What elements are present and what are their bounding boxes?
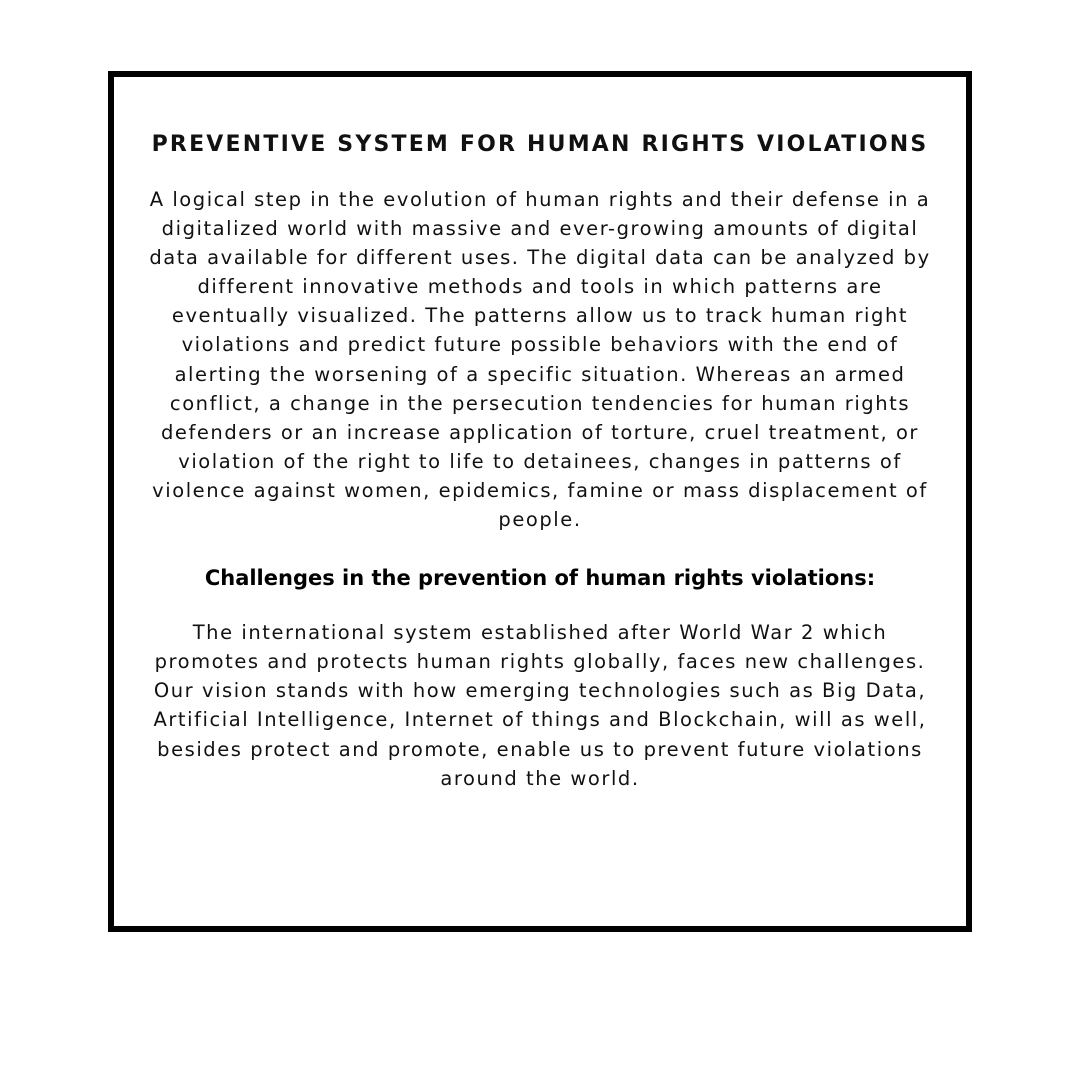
challenges-heading: Challenges in the prevention of human rights violations:: [204, 566, 876, 591]
intro-paragraph: A logical step in the evolution of human rights and their defense in a digitalized world with massive and ever-growing amounts of digital data available for different uses. The digital data can be analyzed by different innovative methods and tools in which patterns are eventually visualized. The patterns allow us to track human right violations and predict future possible behaviors with the end of alerting the worsening of a specific situation. Whereas an armed conflict, a change in the persecution tendencies for human rights defenders or an increase application of torture, cruel treatment, or violation of the right to life to detainees, changes in patterns of violence against women, epidemics, famine or mass displacement of people.: [149, 188, 931, 532]
document-content: [140, 125, 940, 793]
document-frame: [108, 71, 972, 932]
challenges-paragraph: The international system established after World War 2 which promotes and protects human rights globally, faces new challenges. Our vision stands with how emerging technologies such as Big Data, Artificial Intelligence, Internet of things and Blockchain, will as well, besides protect and promote, enable us to prevent future violations around the world.: [153, 621, 927, 790]
document-title: PREVENTIVE SYSTEM FOR HUMAN RIGHTS VIOLATIONS: [151, 132, 929, 157]
